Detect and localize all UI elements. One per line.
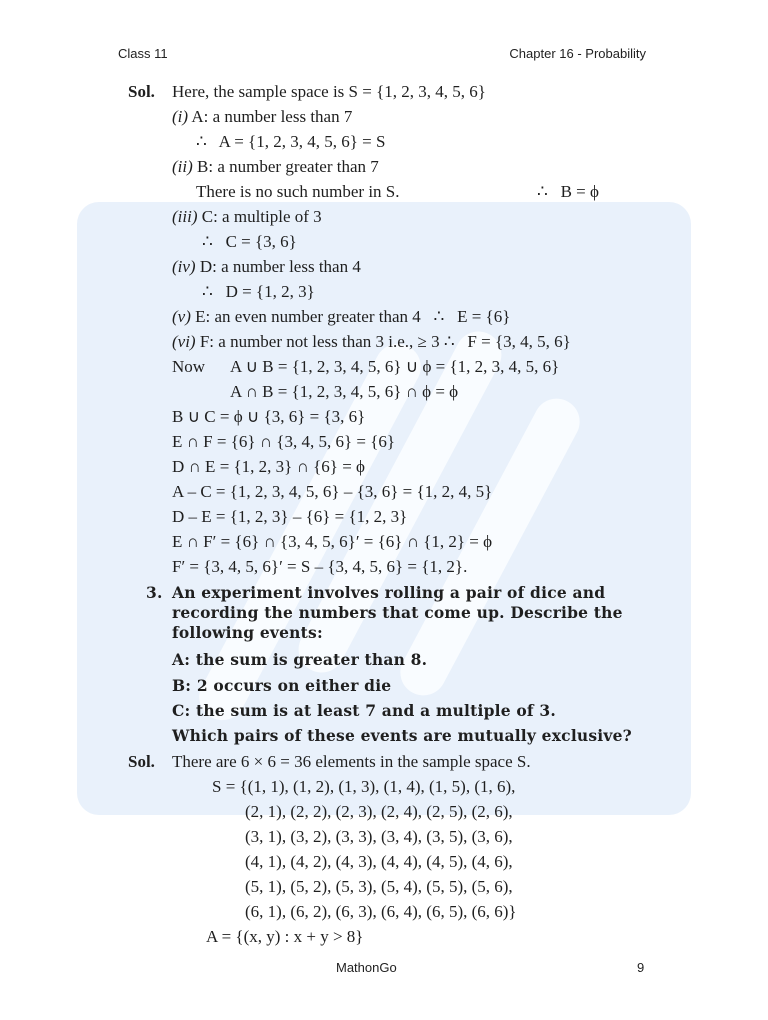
event-c: C: the sum is at least 7 and a multiple of 3. <box>172 701 556 720</box>
event-a-definition: A = {(x, y) : x + y > 8} <box>206 927 364 946</box>
now-label: Now <box>172 357 206 376</box>
part-num: (vi) <box>172 332 196 351</box>
sol-intro: There are 6 × 6 = 36 elements in the sample space S. <box>172 752 531 771</box>
event-a: A: the sum is greater than 8. <box>172 650 428 669</box>
part-num: (v) <box>172 307 191 326</box>
operation: A ∪ B = {1, 2, 3, 4, 5, 6} ∪ ϕ = {1, 2, 3, 4, 5, 6} <box>230 357 560 376</box>
part-ii-result: There is no such number in S. <box>196 182 400 201</box>
operation: D ∩ E = {1, 2, 3} ∩ {6} = ϕ <box>172 457 365 476</box>
part-text: F: a number not less than 3 i.e., ≥ 3 ∴ F = {3, 4, 5, 6} <box>195 332 571 351</box>
part-iii-result: ∴ C = {3, 6} <box>202 232 297 251</box>
part-iv <box>172 257 361 277</box>
part-iv-result: ∴ D = {1, 2, 3} <box>202 282 315 301</box>
page-number: 9 <box>637 960 645 975</box>
part-vi <box>172 332 571 352</box>
operation: A ∩ B = {1, 2, 3, 4, 5, 6} ∩ ϕ = ϕ <box>230 382 459 401</box>
part-text: D: a number less than 4 <box>195 257 361 276</box>
sample-space-row: (6, 1), (6, 2), (6, 3), (6, 4), (6, 5), (6, 6)} <box>245 902 517 921</box>
part-iii <box>172 207 322 227</box>
operation: A – C = {1, 2, 3, 4, 5, 6} – {3, 6} = {1, 2, 4, 5} <box>172 482 493 501</box>
part-ii-result-right: ∴ B = ϕ <box>537 182 599 201</box>
sample-space-row: (2, 1), (2, 2), (2, 3), (2, 4), (2, 5), (2, 6), <box>245 802 513 821</box>
sol-intro: Here, the sample space is S = {1, 2, 3, 4, 5, 6} <box>172 82 486 101</box>
header-chapter: Chapter 16 - Probability <box>509 46 646 61</box>
part-text: B: a number greater than 7 <box>192 157 379 176</box>
header-class: Class 11 <box>118 46 168 61</box>
sample-space-row: S = {(1, 1), (1, 2), (1, 3), (1, 4), (1, 5), (1, 6), <box>212 777 516 796</box>
operation: D – E = {1, 2, 3} – {6} = {1, 2, 3} <box>172 507 408 526</box>
footer-brand: MathonGo <box>336 960 397 975</box>
part-text: E: an even number greater than 4 ∴ E = {6} <box>190 307 511 326</box>
sol-label: Sol. <box>128 752 155 771</box>
part-num: (ii) <box>172 157 193 176</box>
part-v <box>172 307 510 327</box>
operation: E ∩ F = {6} ∩ {3, 4, 5, 6} = {6} <box>172 432 396 451</box>
sample-space-row: (5, 1), (5, 2), (5, 3), (5, 4), (5, 5), (5, 6), <box>245 877 513 896</box>
operation: E ∩ F′ = {6} ∩ {3, 4, 5, 6}′ = {6} ∩ {1, 2} = ϕ <box>172 532 493 551</box>
sol-label: Sol. <box>128 82 155 101</box>
part-ii <box>172 157 379 177</box>
operation: B ∪ C = ϕ ∪ {3, 6} = {3, 6} <box>172 407 366 426</box>
part-i-result: ∴ A = {1, 2, 3, 4, 5, 6} = S <box>196 132 386 151</box>
event-b: B: 2 occurs on either die <box>172 676 392 695</box>
part-i <box>172 107 352 127</box>
question-line: following events: <box>172 623 323 642</box>
sample-space-row: (4, 1), (4, 2), (4, 3), (4, 4), (4, 5), (4, 6), <box>245 852 513 871</box>
question-ask: Which pairs of these events are mutually exclusive? <box>172 726 632 745</box>
question-number: 3. <box>146 583 163 602</box>
operation: F′ = {3, 4, 5, 6}′ = S – {3, 4, 5, 6} = {1, 2}. <box>172 557 468 576</box>
part-num: (i) <box>172 107 189 126</box>
part-num: (iv) <box>172 257 196 276</box>
sample-space-row: (3, 1), (3, 2), (3, 3), (3, 4), (3, 5), (3, 6), <box>245 827 513 846</box>
part-text: C: a multiple of 3 <box>197 207 322 226</box>
part-num: (iii) <box>172 207 198 226</box>
part-text: A: a number less than 7 <box>188 107 353 126</box>
question-line: recording the numbers that come up. Describe the <box>172 603 623 622</box>
question-line: An experiment involves rolling a pair of dice and <box>172 583 606 602</box>
